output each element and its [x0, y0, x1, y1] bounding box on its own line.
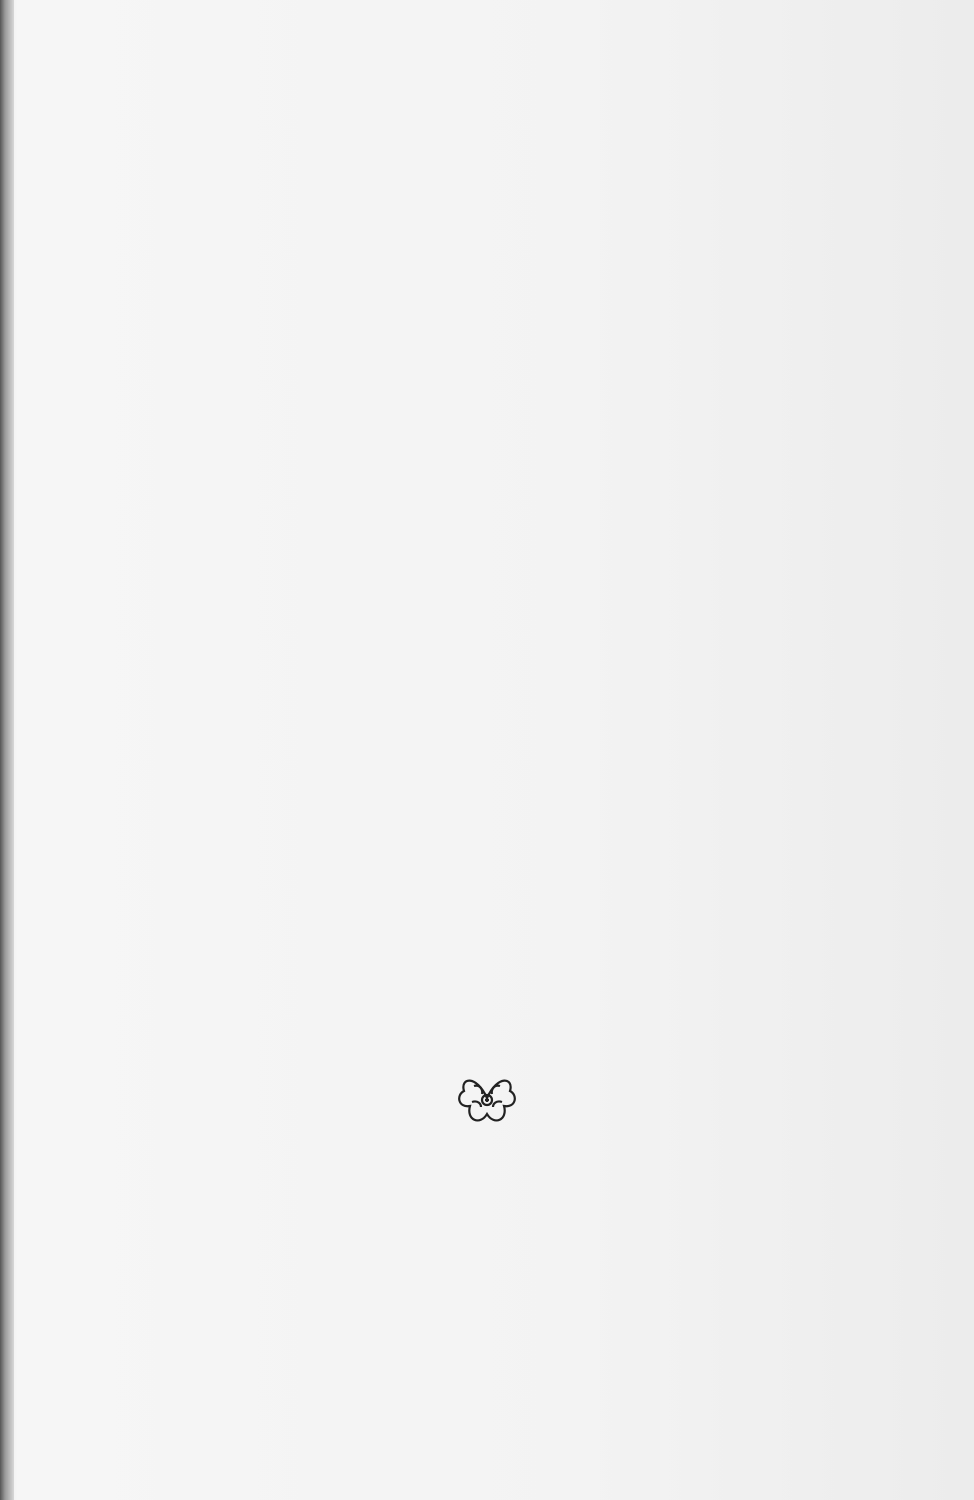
poem-line-continuation: [104, 565, 864, 605]
poem-line: [104, 725, 864, 765]
poem-line: [104, 765, 864, 805]
page-spine-shadow: [0, 0, 14, 1500]
poem-line: [104, 485, 864, 525]
poem-line: [104, 245, 864, 285]
poem-line: [104, 325, 864, 365]
poem-line: [104, 405, 864, 445]
poem-line: [104, 205, 864, 245]
poem-line: [104, 445, 864, 485]
poem-body: [104, 205, 864, 845]
poem-heading: [255, 128, 269, 164]
poem-line: [104, 605, 864, 645]
poem-line: [104, 365, 864, 405]
poem-line: [104, 645, 864, 685]
poem-line: [104, 525, 864, 565]
poem-line: [104, 805, 864, 845]
poem-line: [104, 685, 864, 725]
poem-line: [104, 285, 864, 325]
flower-ornament-icon: [452, 1064, 522, 1134]
